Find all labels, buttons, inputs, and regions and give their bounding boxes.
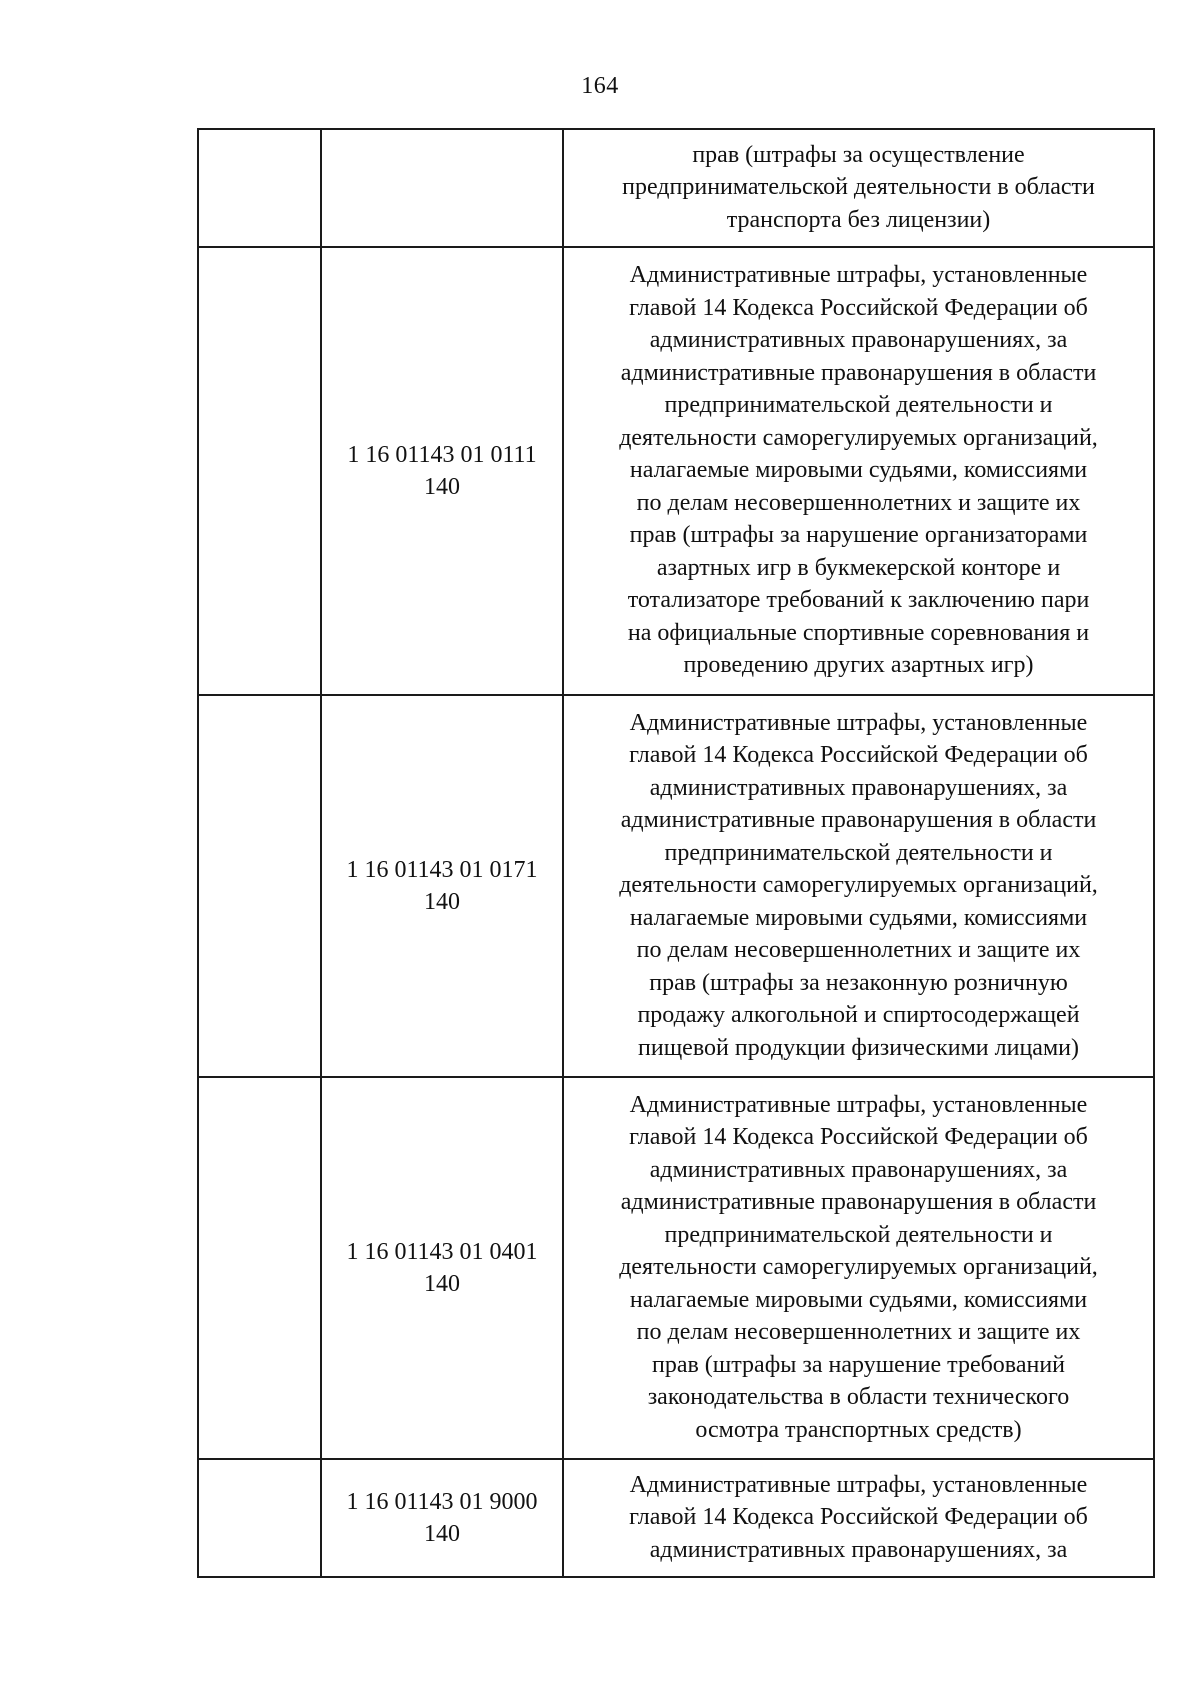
- description-text: Административные штрафы, установленные главой 14 Кодекса Российской Федерации об административных правонарушениях, за административные правонарушения в области предпринимательской деятельности и деятельности саморегулируемых организаций, налагаемые мировыми судьями, комиссиями по делам несовершеннолетних и защите их прав (штрафы за нарушение организаторами азартных игр в букмекерской конторе и тотализаторе требований к заключению пари на официальные спортивные соревнования и проведению других азартных игр): [619, 262, 1098, 679]
- budget-code: 1 16 01143 01 0401 140: [346, 1238, 538, 1297]
- empty-cell: [198, 1459, 321, 1577]
- table-row: [198, 1459, 1154, 1577]
- description-text: Административные штрафы, установленные главой 14 Кодекса Российской Федерации об административных правонарушениях, за административные правонарушения в области предпринимательской деятельности и деятельности саморегулируемых организаций, налагаемые мировыми судьями, комиссиями по делам несовершеннолетних и защите их прав (штрафы за незаконную розничную продажу алкогольной и спиртосодержащей пищевой продукции физическими лицами): [619, 709, 1098, 1061]
- description-text: Административные штрафы, установленные главой 14 Кодекса Российской Федерации об административных правонарушениях, за: [629, 1471, 1088, 1563]
- budget-code: 1 16 01143 01 0111 140: [347, 441, 537, 500]
- empty-cell: [198, 129, 321, 247]
- description-cell: [563, 1077, 1154, 1459]
- code-cell: [321, 129, 563, 247]
- code-cell: [321, 247, 563, 695]
- description-cell: [563, 695, 1154, 1077]
- code-cell: [321, 695, 563, 1077]
- document-table: [197, 128, 1155, 1578]
- description-text: Административные штрафы, установленные главой 14 Кодекса Российской Федерации об административных правонарушениях, за административные правонарушения в области предпринимательской деятельности и деятельности саморегулируемых организаций, налагаемые мировыми судьями, комиссиями по делам несовершеннолетних и защите их прав (штрафы за нарушение требований законодательства в области технического осмотра транспортных средств): [619, 1091, 1098, 1443]
- empty-cell: [198, 1077, 321, 1459]
- description-cell: [563, 247, 1154, 695]
- table-row: [198, 695, 1154, 1077]
- code-cell: [321, 1077, 563, 1459]
- description-cell: [563, 129, 1154, 247]
- code-cell: [321, 1459, 563, 1577]
- table-row: [198, 1077, 1154, 1459]
- table-row: [198, 247, 1154, 695]
- budget-code: 1 16 01143 01 0171 140: [346, 856, 538, 915]
- page-number: 164: [581, 73, 619, 99]
- description-text: прав (штрафы за осуществление предпринимательской деятельности в области транспорта без лицензии): [622, 141, 1095, 233]
- empty-cell: [198, 247, 321, 695]
- description-cell: [563, 1459, 1154, 1577]
- table-row: [198, 129, 1154, 247]
- budget-code: 1 16 01143 01 9000 140: [346, 1488, 538, 1547]
- empty-cell: [198, 695, 321, 1077]
